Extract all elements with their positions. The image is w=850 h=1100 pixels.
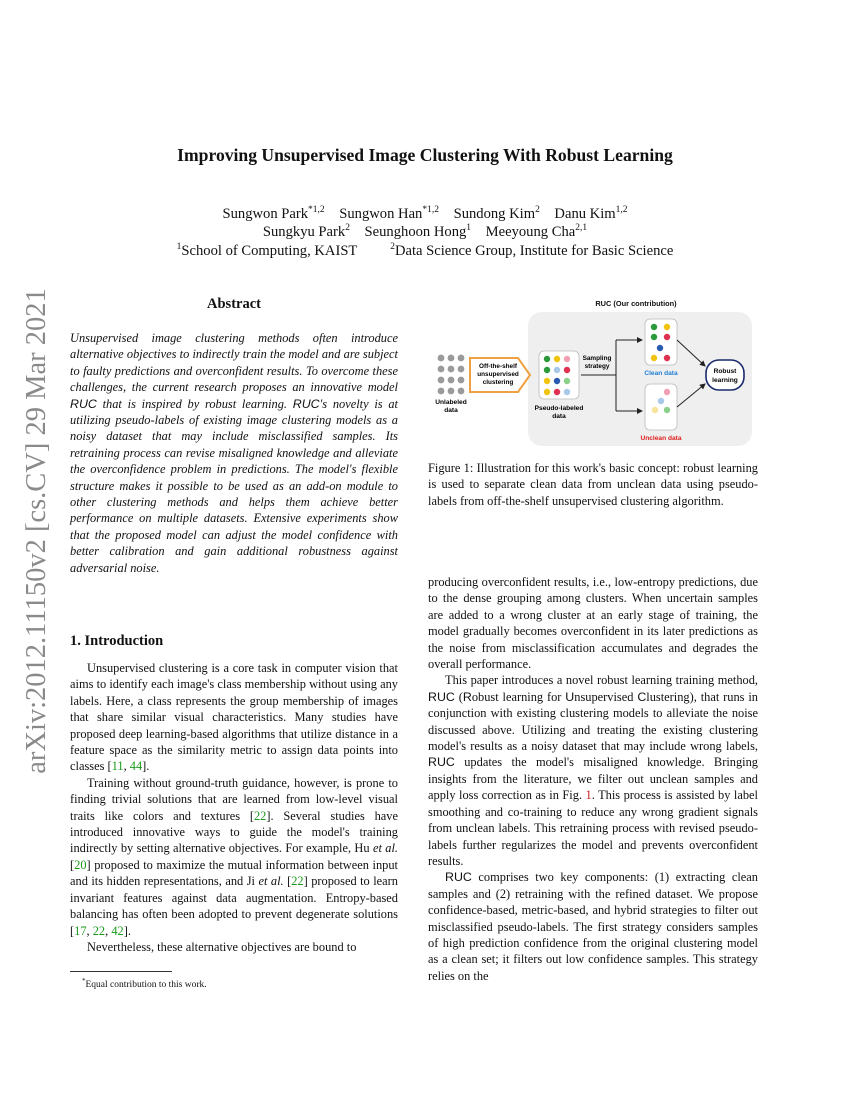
author-name: Sungwon Park	[222, 205, 309, 222]
introduction-body	[70, 660, 398, 955]
author-name: Meeyoung Cha	[485, 223, 576, 240]
affiliation-2: Data Science Group, Institute for Basic Science	[394, 242, 674, 259]
paper-title: Improving Unsupervised Image Clustering With Robust Learning	[177, 145, 673, 165]
author-affil-mark: 1,2	[615, 205, 628, 215]
paragraph: Nevertheless, these alternative objectives are bound to	[87, 939, 357, 954]
citation-link[interactable]: 44	[129, 759, 143, 774]
clustering-label: unsupervised	[477, 371, 519, 378]
robust-learning-box	[706, 360, 744, 390]
affiliation-1: School of Computing, KAIST	[181, 242, 358, 259]
clustering-label: Off-the-shelf	[479, 363, 517, 370]
pseudo-label: Pseudo-labeled	[534, 405, 584, 412]
section-heading-introduction: 1. Introduction	[70, 633, 164, 649]
figure-ref-link[interactable]: 1	[585, 788, 592, 803]
author-name: Sungwon Han	[339, 205, 423, 222]
footnote-rule	[70, 971, 172, 972]
clean-data-label: Clean data	[644, 370, 678, 377]
unlabeled-label: data	[444, 407, 458, 414]
ruc-name: RUC	[70, 396, 97, 411]
contribution-label: RUC (Our contribution)	[595, 299, 677, 308]
citation-link[interactable]: 22	[92, 923, 106, 938]
unlabeled-data-icon	[438, 355, 465, 395]
abstract-heading: Abstract	[207, 296, 261, 312]
citation-link[interactable]: 20	[74, 857, 87, 872]
author-affil-mark: 2	[535, 205, 540, 215]
author-name: Sungkyu Park	[262, 223, 346, 240]
right-column-body	[428, 574, 758, 984]
figure-caption: Figure 1: Illustration for this work's basic concept: robust learning is used to separate clean data from unclean data using pseudo-labels from off-the-shelf unsupervised clustering algorithm.	[428, 461, 758, 508]
paragraph: Training without ground-truth guidance, however, is prone to finding trivial solutions that are learned from low-level visual traits like colors and textures [22]. Several studies have introduced innovative ways to guide the model's training indirectly by setting alternative objectives. For example, Hu et al. [20] proposed to maximize the mutual information between input and its hidden representations, and Ji et al. [22] proposed to learn invariant features against data augmentation. Entropy-based balancing has often been adopted to prevent degenerate solutions [17, 22, 42].	[70, 775, 399, 938]
author-affil-mark: 1	[466, 223, 472, 233]
arxiv-identifier: arXiv:2012.11150v2 [cs.CV] 29 Mar 2021	[21, 288, 52, 774]
footnote: *Equal contribution to this work.	[82, 977, 207, 991]
sampling-label: strategy	[584, 363, 610, 370]
affiliations: $^1$School of Computing, KAIST $^2$Data Science Group, Institute for Basic Science	[176, 242, 674, 259]
paragraph: Unsupervised clustering is a core task in computer vision that aims to identify each image's class membership without using any labels. Here, a class represents the group membership of images that share similar visual characteristics. Many studies have proposed deep learning-based algorithms that utilize distance in a feature space as the similarity metric to assign data points into classes [11, 44].	[70, 661, 398, 774]
author-affil-mark: *1,2	[308, 205, 325, 215]
clustering-label: clustering	[482, 379, 514, 386]
paragraph: producing overconfident results, i.e., low-entropy predictions, due to the dense grouping among clusters. When uncertain samples are added to a wrong cluster at an early stage of training, the model gradually becomes overconfident in its later predictions as the noise from misclassification accumulates and degrades the overall performance.	[428, 575, 758, 672]
citation-link[interactable]: 11	[111, 759, 124, 774]
sampling-label: Sampling	[582, 355, 612, 362]
robust-learning-label: learning	[712, 377, 738, 384]
unclean-data-box	[645, 384, 677, 430]
figure-1-diagram	[428, 296, 758, 448]
abstract-body: Unsupervised image clustering methods often introduce alternative objectives to indirectly train the model and are subject to faulty predictions and overconfident results. To overcome these challenges, the current research proposes an innovative model RUC that is inspired by robust learning. RUC's novelty is at utilizing pseudo-labels of existing image clustering models as a noisy dataset that may include misclassified samples. Its retraining process can revise misaligned knowledge and alleviate the overconfidence problem in predictions. The model's flexible structure makes it possible to be used as an add-on module to other clustering methods and helps them achieve better performance on multiple datasets. Extensive experiments show that the proposed model can adjust the model confidence with better calibration and gain additional robustness against adversarial noise.	[70, 331, 398, 575]
paragraph: This paper introduces a novel robust learning training method, RUC (Robust learning for Unsupervised Clustering), that runs in conjunction with existing clustering models to alleviate the noise discussed above. Utilizing and treating the existing clustering model's results as a noisy dataset that may include wrong labels, RUC updates the model's misaligned knowledge. Bringing insights from the literature, we filter out unclean samples and apply loss correction as in Fig. 1. This process is assisted by label smoothing and co-training to reduce any wrong gradient signals from unclean labels. This retraining process with revised pseudo-labels further regularizes the model and prevents overconfident results.	[428, 673, 759, 868]
citation-link[interactable]: 22	[291, 874, 304, 889]
unlabeled-label: Unlabeled	[435, 399, 467, 406]
unclean-data-label: Unclean data	[640, 435, 682, 442]
robust-learning-label: Robust	[713, 368, 737, 375]
ruc-name: RUC	[292, 396, 320, 411]
author-name: Danu Kim	[554, 205, 616, 222]
citation-link[interactable]: 22	[253, 808, 267, 823]
citation-link[interactable]: 42	[111, 923, 124, 938]
pseudo-label: data	[552, 413, 566, 420]
citation-link[interactable]: 17	[74, 923, 87, 938]
author-affil-mark: 2	[345, 223, 350, 233]
author-name: Sundong Kim	[453, 205, 536, 222]
author-affil-mark: *1,2	[422, 205, 439, 215]
author-affil-mark: 2,1	[575, 223, 588, 233]
paragraph: RUC comprises two key components: (1) extracting clean samples and (2) retraining with the refined dataset. We propose confidence-based, metric-based, and hybrid strategies to filter out misclassified pseudo-labels. The first strategy considers samples of high prediction confidence from the original clustering model as a clean set; it filters out low confidence samples. This strategy relies on the	[428, 870, 758, 983]
clean-data-box	[645, 319, 677, 365]
author-name: Seunghoon Hong	[364, 223, 467, 240]
